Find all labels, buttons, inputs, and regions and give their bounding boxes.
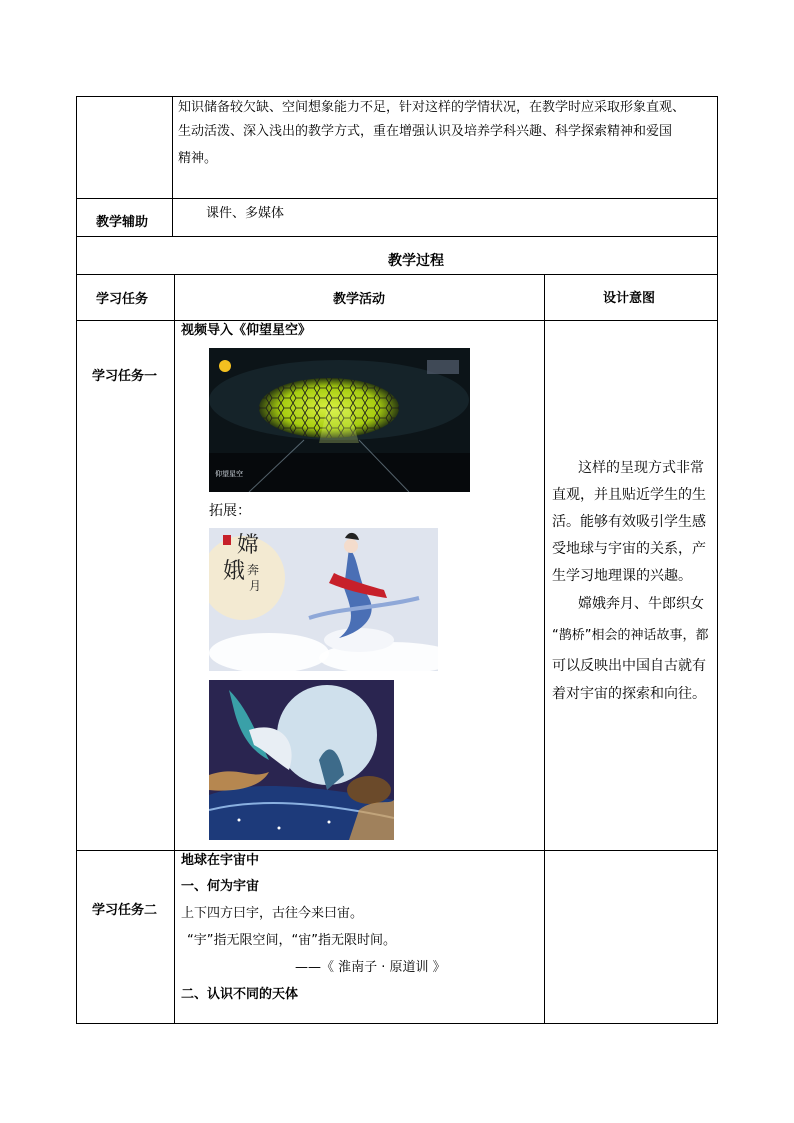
row-divider	[76, 320, 718, 321]
intent-line: 可以反映出中国自古就有	[552, 658, 706, 674]
row-divider	[76, 850, 718, 851]
intent-line: 直观，并且贴近学生的生	[552, 487, 706, 503]
col-divider	[172, 96, 173, 236]
intro-line: 精神。	[178, 151, 218, 166]
row-divider	[76, 274, 718, 275]
intent-line: 嫦娥奔月、牛郎织女	[578, 596, 704, 612]
row-divider	[76, 236, 718, 237]
poster-char: 奔	[247, 563, 260, 577]
intent-line: 生学习地理课的兴趣。	[552, 568, 692, 584]
aux-label: 教学辅助	[96, 215, 149, 230]
video-subtitle: 仰望星空	[215, 470, 243, 478]
aux-value: 课件、多媒体	[206, 206, 285, 221]
task2-label: 学习任务二	[92, 903, 158, 918]
intro-line: 生动活泼、深入浅出的教学方式，重在增强认识及培养学科兴趣、科学探索精神和爱国	[178, 124, 673, 139]
change-flying-to-moon-image	[209, 528, 438, 671]
poster-char: 嫦	[237, 533, 260, 558]
video-still-image	[209, 348, 470, 492]
header-activity: 教学活动	[333, 292, 386, 307]
intent-line: 这样的呈现方式非常	[578, 460, 704, 476]
row-divider	[76, 1023, 718, 1024]
task2-line2: “宇”指无限空间，“宙”指无限时间。	[187, 933, 396, 948]
task2-line1: 上下四方曰宇，古往今来曰宙。	[181, 906, 364, 921]
header-task: 学习任务	[96, 292, 149, 307]
task2-heading: 地球在宇宙中	[181, 853, 260, 868]
poster-char: 娥	[223, 559, 246, 584]
header-intent: 设计意图	[603, 291, 656, 306]
col-divider	[174, 274, 175, 1024]
expand-label: 拓展：	[209, 503, 251, 519]
col-divider	[76, 96, 77, 1024]
col-divider	[544, 274, 545, 1024]
cowherd-weaver-girl-image	[209, 680, 394, 840]
poster-char: 月	[249, 579, 262, 593]
process-title: 教学过程	[388, 253, 444, 269]
task2-sub1: 一、何为宇宙	[181, 879, 260, 894]
col-divider	[717, 96, 718, 1024]
intent-line: 活。能够有效吸引学生感	[552, 514, 706, 530]
intent-line: “鹊桥”相会的神话故事，都	[552, 628, 709, 643]
intent-line: 着对宇宙的探索和向往。	[552, 686, 706, 702]
task1-video-title: 视频导入《仰望星空》	[181, 323, 312, 338]
intent-line: 受地球与宇宙的关系，产	[552, 541, 706, 557]
intro-line: 知识储备较欠缺、空间想象能力不足，针对这样的学情状况，在教学时应采取形象直观、	[178, 100, 686, 115]
task2-sub2: 二、认识不同的天体	[181, 987, 299, 1002]
task1-label: 学习任务一	[92, 369, 158, 384]
task2-source: ——《 淮南子 · 原道训 》	[295, 960, 446, 975]
